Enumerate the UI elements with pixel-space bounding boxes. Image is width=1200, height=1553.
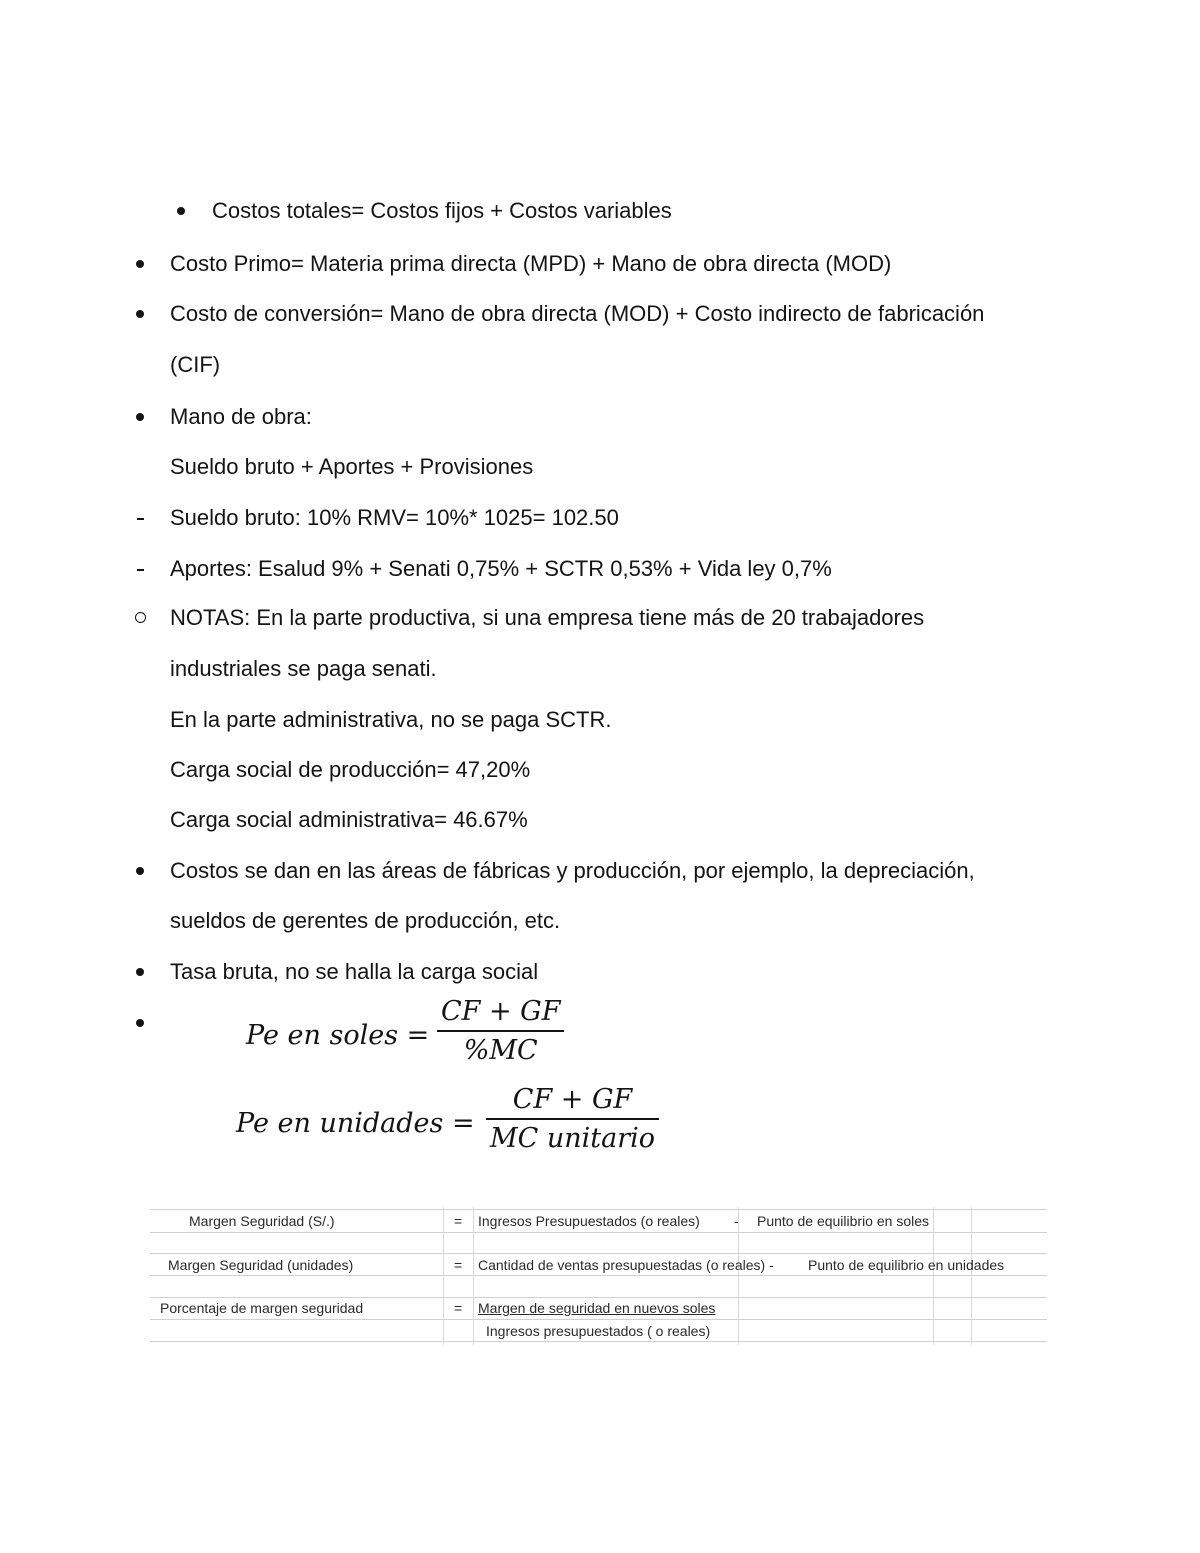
circle-bullet-icon [135,612,146,623]
grid-line [933,1207,934,1345]
list-item: Costos totales= Costos fijos + Costos variables [212,198,672,223]
grid-line [150,1297,1047,1298]
list-item: Sueldo bruto: 10% RMV= 10%* 1025= 102.50 [170,505,619,530]
equals-sign: = [454,1213,463,1229]
grid-line [150,1275,1047,1276]
bullet-icon [136,968,144,976]
list-item-continuation: Carga social de producción= 47,20% [170,757,531,782]
bullet-icon [136,260,144,268]
list-item-continuation: Sueldo bruto + Aportes + Provisiones [170,454,534,479]
list-item-continuation: En la parte administrativa, no se paga SCTR. [170,707,612,732]
bullet-icon [136,1019,144,1027]
row-label: Margen Seguridad (S/.) [189,1213,335,1229]
bullet-icon [136,413,144,421]
list-item-continuation: Carga social administrativa= 46.67% [170,807,528,832]
list-item: Mano de obra: [170,404,312,429]
formula-denominator: %MC [463,1035,538,1066]
dash-icon [137,569,144,571]
bullet-icon [136,310,144,318]
grid-line [443,1207,444,1345]
list-item-continuation: sueldos de gerentes de producción, etc. [170,908,561,933]
formula-fraction [437,996,564,1066]
fraction-denominator: Ingresos presupuestados ( o reales) [486,1323,711,1339]
formula-term: Punto de equilibrio en soles [757,1213,930,1229]
bullet-icon [177,207,185,215]
grid-line [473,1207,474,1345]
grid-line [150,1341,1047,1342]
equals-sign: = [454,1257,463,1273]
grid-line [150,1209,1047,1210]
list-item-continuation: industriales se paga senati. [170,656,437,681]
formula-fraction [486,1084,659,1154]
formula-denominator: MC unitario [490,1123,656,1154]
dash-icon [137,518,144,520]
grid-line [150,1232,1047,1233]
list-item-continuation: (CIF) [170,352,221,377]
list-item: Costo de conversión= Mano de obra directa (MOD) + Costo indirecto de fabricación [170,301,985,326]
list-item: Costos se dan en las áreas de fábricas y producción, por ejemplo, la depreciación, [170,858,975,883]
formula-lhs: Pe en soles = [246,1020,430,1051]
minus-sign: - [734,1213,739,1229]
row-label: Porcentaje de margen seguridad [160,1300,364,1316]
grid-line [150,1253,1047,1254]
formula-term: Cantidad de ventas presupuestadas (o reales) - [478,1257,774,1273]
grid-line [971,1207,972,1345]
formula-term: Punto de equilibrio en unidades [808,1257,1005,1273]
bullet-icon [136,867,144,875]
list-item: NOTAS: En la parte productiva, si una empresa tiene más de 20 trabajadores [170,605,925,630]
list-item: Tasa bruta, no se halla la carga social [170,959,539,984]
formula-numerator: CF + GF [441,996,561,1027]
formula-lhs: Pe en unidades = [236,1108,475,1139]
fraction-numerator: Margen de seguridad en nuevos soles [478,1300,716,1316]
formula-numerator: CF + GF [512,1084,633,1115]
grid-line [150,1319,1047,1320]
spreadsheet-snippet [150,1207,1047,1345]
row-label: Margen Seguridad (unidades) [168,1257,354,1273]
equals-sign: = [454,1300,463,1316]
list-item: Aportes: Esalud 9% + Senati 0,75% + SCTR 0,53% + Vida ley 0,7% [170,556,832,581]
list-item: Costo Primo= Materia prima directa (MPD) + Mano de obra directa (MOD) [170,251,892,276]
formula-term: Ingresos Presupuestados (o reales) [478,1213,700,1229]
